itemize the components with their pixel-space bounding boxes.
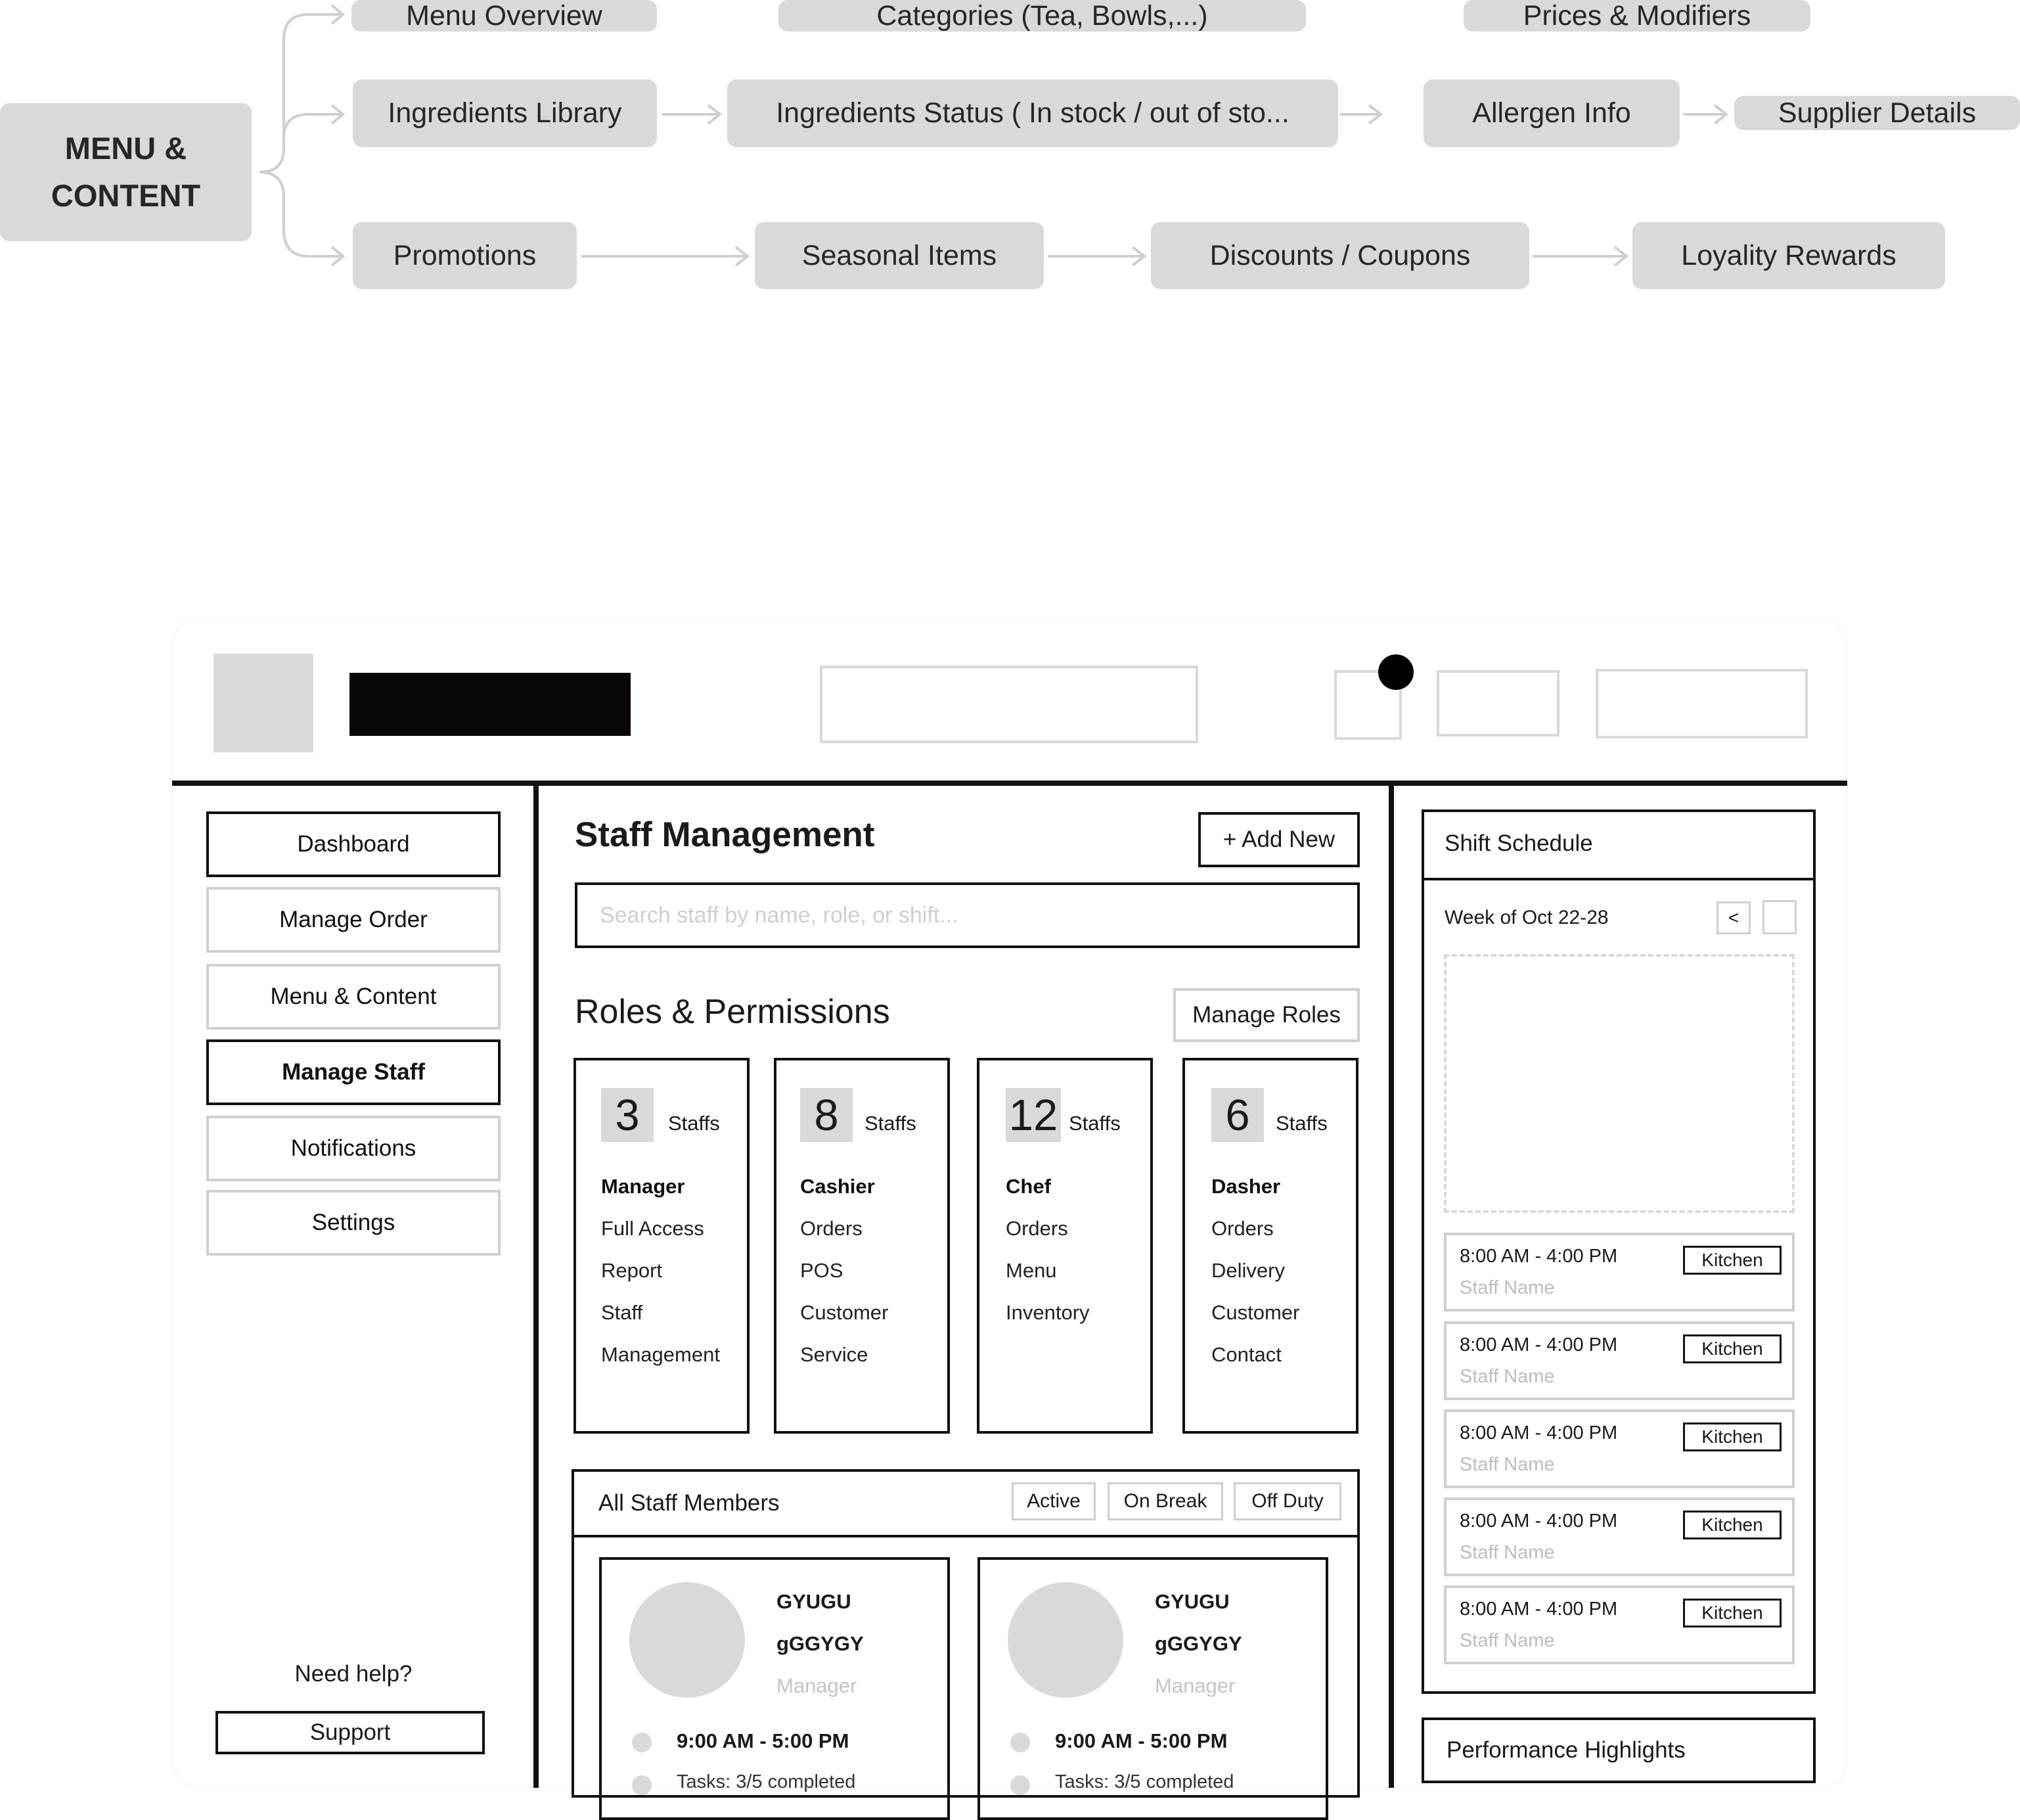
role-name: Dasher [1211,1175,1281,1198]
staff-name-line2: gGGYGY [1155,1632,1242,1655]
avatar [1008,1582,1123,1698]
shift-staff-name: Staff Name [1460,1454,1555,1475]
week-label: Week of Oct 22-28 [1445,907,1609,928]
staff-hours: 9:00 AM - 5:00 PM [1055,1729,1228,1752]
role-permission: Customer [1211,1301,1300,1324]
flow-root-node: MENU & CONTENT [0,103,252,241]
tasks-icon [1010,1775,1030,1795]
role-permission: Inventory [1006,1301,1090,1324]
shift-staff-name: Staff Name [1460,1366,1555,1387]
shift-station-tag: Kitchen [1683,1511,1782,1539]
role-name: Chef [1006,1175,1051,1198]
shift-time: 8:00 AM - 4:00 PM [1460,1599,1618,1620]
header-action-button[interactable] [1437,670,1560,737]
notification-badge-dot [1378,654,1414,690]
sidebar-item-manage-order[interactable]: Manage Order [206,887,501,953]
role-permission: Delivery [1211,1259,1285,1282]
shift-item[interactable] [1444,1409,1795,1488]
flow-node-ingredients-status: Ingredients Status ( In stock / out of sto... [727,80,1338,147]
prev-week-button[interactable]: < [1717,901,1751,934]
role-card-dasher[interactable] [1182,1058,1358,1434]
role-permission: Service [800,1343,868,1366]
sidebar-item-menu-content[interactable]: Menu & Content [206,964,501,1030]
role-permission: Orders [1006,1217,1068,1240]
flow-node-promotions: Promotions [353,222,577,289]
shift-time: 8:00 AM - 4:00 PM [1460,1246,1618,1267]
page-title: Staff Management [575,815,875,854]
shift-item[interactable] [1444,1233,1795,1311]
filter-on-break-chip[interactable]: On Break [1108,1482,1223,1520]
shift-time: 8:00 AM - 4:00 PM [1460,1511,1618,1532]
shift-time: 8:00 AM - 4:00 PM [1460,1334,1618,1355]
staff-role: Manager [1155,1674,1236,1697]
role-count: 12 [1006,1088,1061,1142]
staff-card[interactable] [599,1557,950,1820]
role-staffs-label: Staffs [1069,1112,1121,1135]
sidebar-item-notifications[interactable]: Notifications [206,1116,501,1181]
role-name: Cashier [800,1175,875,1198]
staff-panel-divider [572,1535,1360,1537]
role-count: 8 [800,1088,853,1142]
role-permission: Management [601,1343,720,1366]
staff-name-line2: gGGYGY [776,1632,864,1655]
header-profile-button[interactable] [1596,669,1808,739]
role-name: Manager [601,1175,685,1198]
performance-highlights-panel[interactable]: Performance Highlights [1422,1718,1816,1783]
avatar [629,1582,745,1698]
manage-roles-button[interactable]: Manage Roles [1173,988,1360,1042]
shift-item[interactable] [1444,1497,1795,1576]
flow-node-allergen-info: Allergen Info [1424,80,1680,147]
role-staffs-label: Staffs [864,1112,916,1135]
shift-station-tag: Kitchen [1683,1599,1782,1627]
shift-item[interactable] [1444,1585,1795,1664]
sidebar-item-manage-staff[interactable]: Manage Staff [206,1039,501,1105]
support-button[interactable]: Support [215,1711,485,1754]
role-card-manager[interactable] [573,1058,750,1434]
role-count: 3 [601,1088,654,1142]
role-permission: Orders [1211,1217,1274,1240]
help-text: Need help? [294,1661,413,1687]
staff-search-input[interactable]: Search staff by name, role, or shift... [575,882,1360,948]
brand-name-placeholder [349,673,631,736]
flow-node-loyalty-rewards: Loyality Rewards [1632,222,1945,289]
flow-node-menu-overview: Menu Overview [351,0,657,32]
staff-name-line1: GYUGU [776,1590,851,1613]
role-count: 6 [1211,1088,1264,1142]
tasks-icon [632,1775,652,1795]
shift-station-tag: Kitchen [1683,1334,1782,1363]
shift-time: 8:00 AM - 4:00 PM [1460,1422,1618,1444]
staff-role: Manager [776,1674,857,1697]
logo-image-placeholder [213,654,313,752]
shift-staff-name: Staff Name [1460,1277,1555,1298]
shift-schedule-divider [1422,878,1816,880]
header-search-box[interactable] [820,666,1198,743]
next-week-button[interactable] [1762,900,1797,934]
shift-item[interactable] [1444,1321,1795,1400]
staff-name-line1: GYUGU [1155,1590,1230,1613]
flow-node-prices-modifiers: Prices & Modifiers [1464,0,1810,32]
flow-node-discounts-coupons: Discounts / Coupons [1151,222,1529,289]
shift-staff-name: Staff Name [1460,1630,1555,1651]
flow-node-categories: Categories (Tea, Bowls,...) [778,0,1306,32]
role-staffs-label: Staffs [1276,1112,1328,1135]
shift-staff-name: Staff Name [1460,1542,1555,1563]
staff-tasks: Tasks: 3/5 completed [677,1771,856,1792]
sidebar-divider [533,781,539,1788]
role-permission: Full Access [601,1217,704,1240]
roles-section-title: Roles & Permissions [575,993,890,1031]
flow-node-supplier-details: Supplier Details [1734,96,2020,130]
role-card-cashier[interactable] [774,1058,950,1434]
role-permission: Report [601,1259,663,1282]
filter-off-duty-chip[interactable]: Off Duty [1234,1482,1341,1520]
role-permission: Customer [800,1301,889,1324]
flow-node-ingredients-library: Ingredients Library [353,80,657,147]
staff-tasks: Tasks: 3/5 completed [1055,1771,1234,1792]
shift-station-tag: Kitchen [1683,1246,1782,1275]
calendar-placeholder [1444,954,1795,1213]
role-permission: Staff [601,1301,643,1324]
sidebar-item-dashboard[interactable]: Dashboard [206,811,501,877]
staff-panel-title: All Staff Members [598,1490,780,1516]
right-panel-divider [1389,781,1394,1788]
role-permission: POS [800,1259,843,1282]
filter-active-chip[interactable]: Active [1012,1482,1096,1520]
sidebar-item-settings[interactable]: Settings [206,1190,501,1256]
add-new-button[interactable]: + Add New [1198,812,1360,867]
role-permission: Orders [800,1217,863,1240]
role-permission: Contact [1211,1343,1282,1366]
clock-icon [1010,1733,1030,1752]
clock-icon [632,1733,652,1752]
role-staffs-label: Staffs [668,1112,720,1135]
role-permission: Menu [1006,1259,1057,1282]
flow-node-seasonal-items: Seasonal Items [755,222,1044,289]
shift-schedule-title: Shift Schedule [1445,830,1593,856]
staff-card[interactable] [977,1557,1328,1820]
shift-station-tag: Kitchen [1683,1422,1782,1451]
header-divider [172,781,1847,786]
staff-hours: 9:00 AM - 5:00 PM [677,1729,849,1752]
role-card-chef[interactable] [977,1058,1153,1434]
